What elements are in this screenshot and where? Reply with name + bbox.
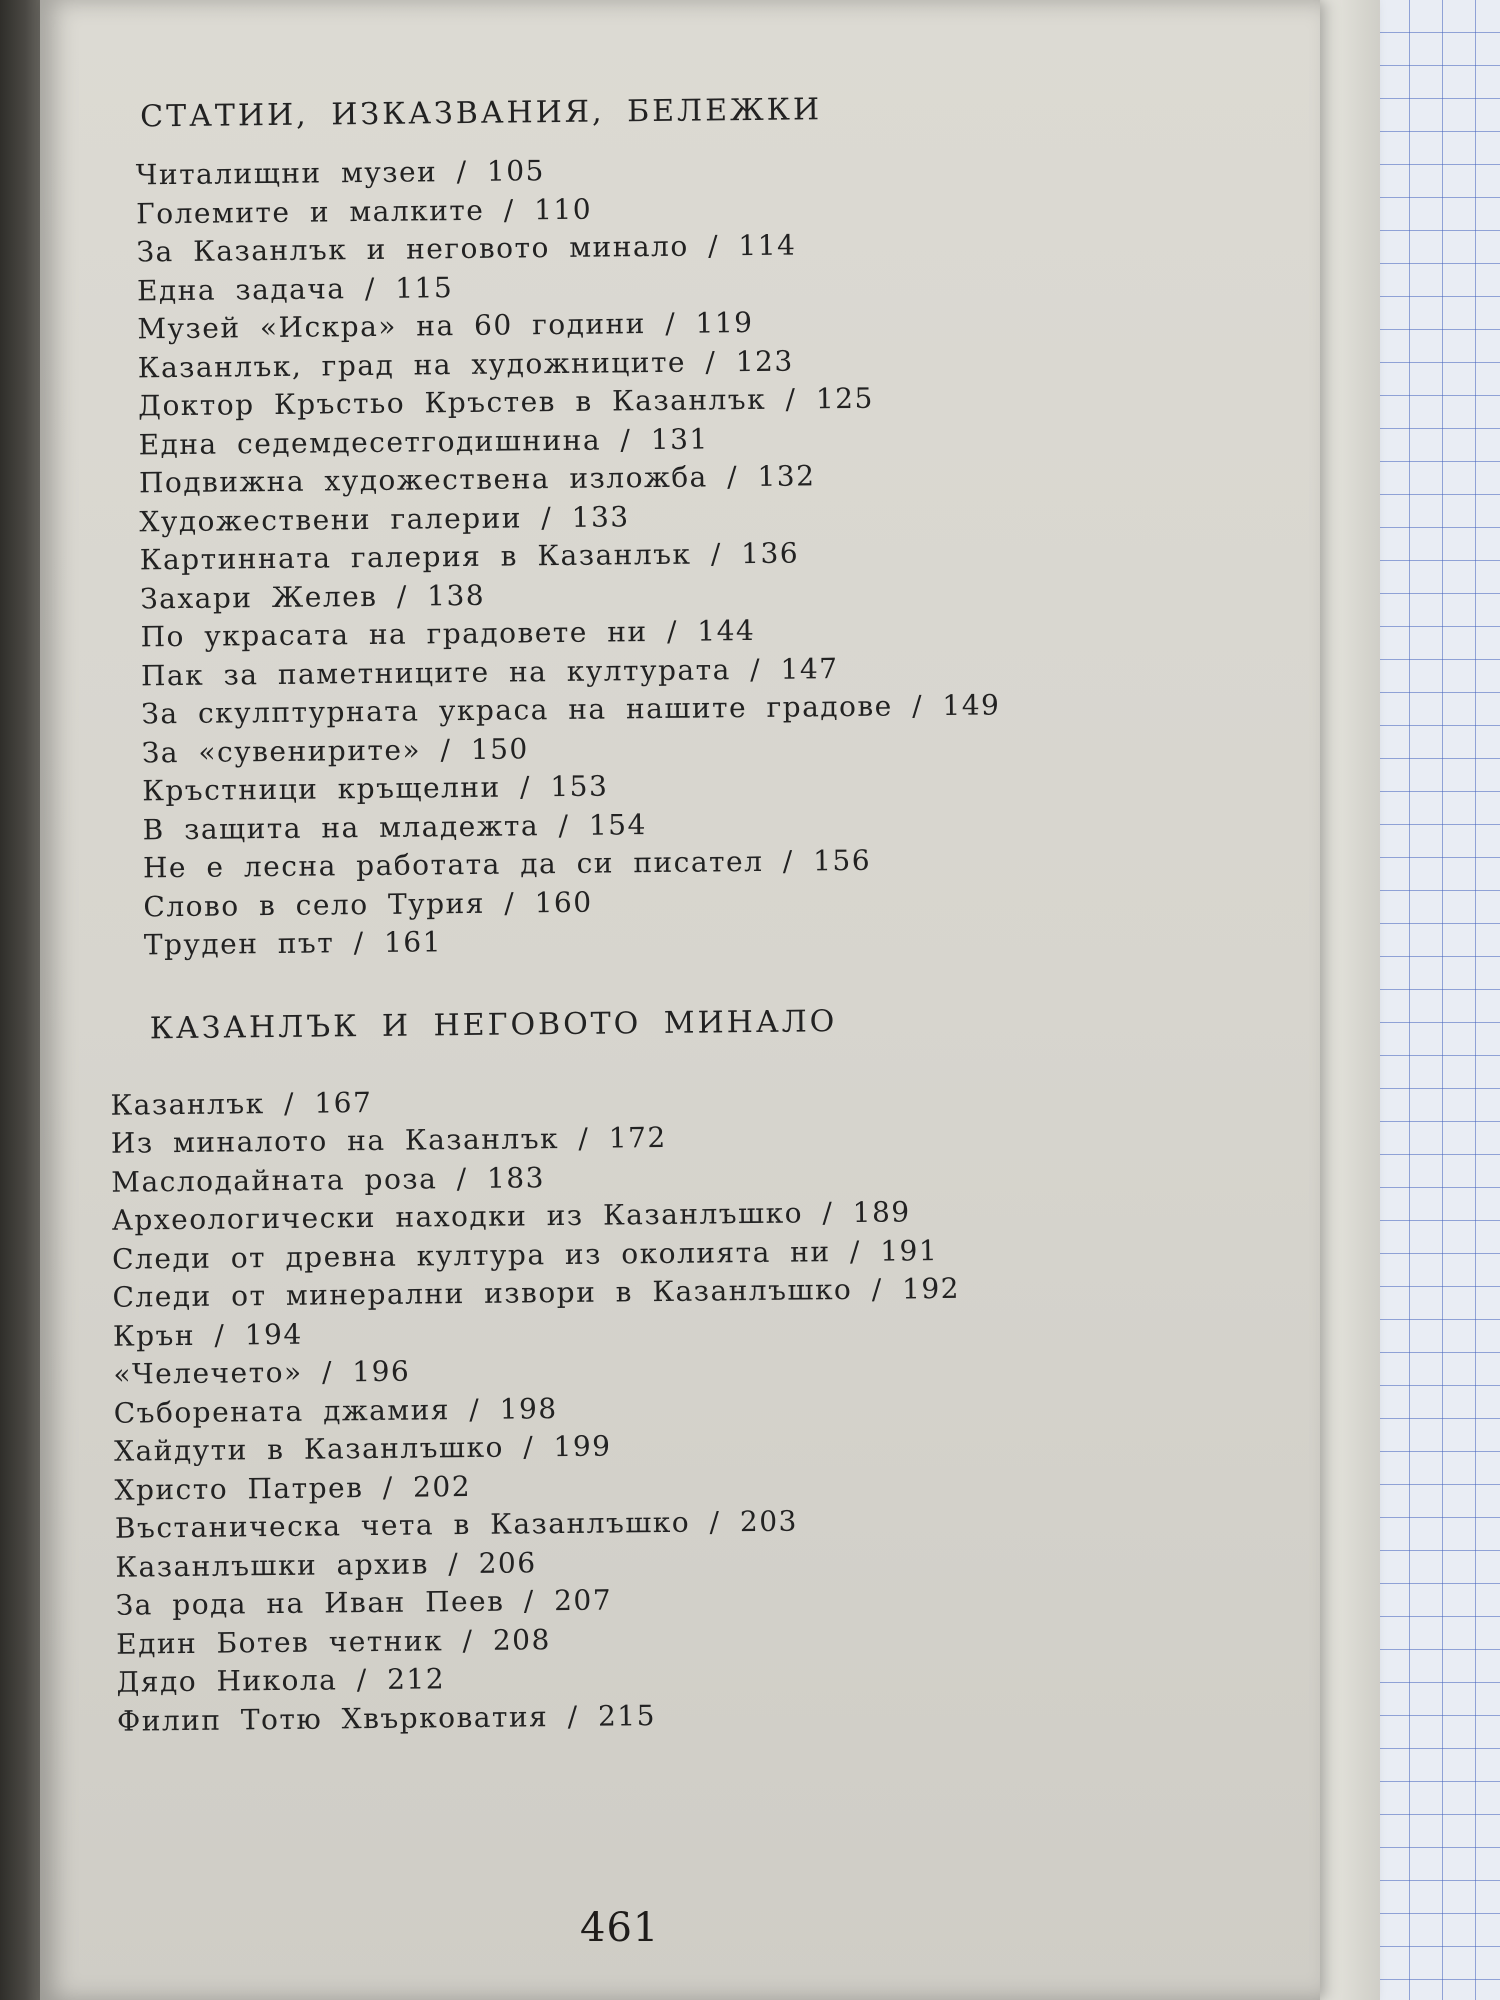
toc-entry: Читалищни музеи / 105 bbox=[135, 154, 546, 192]
toc-entry: Казанлък / 167 bbox=[110, 1085, 373, 1122]
toc-entry: Труден път / 161 bbox=[143, 925, 443, 962]
toc-entry: Филип Тотю Хвъркoватия / 215 bbox=[116, 1698, 657, 1738]
toc-entry: Не е лесна работата да си писател / 156 bbox=[142, 843, 872, 885]
toc-entry: Доктор Кръстьо Кръстев в Казанлък / 125 bbox=[138, 381, 874, 423]
toc-entry: Музей «Искра» на 60 години / 119 bbox=[137, 305, 754, 346]
toc-entry: Един Ботев четник / 208 bbox=[115, 1622, 551, 1661]
toc-entry: Слово в село Турия / 160 bbox=[143, 885, 593, 923]
toc-entry: За Казанлък и неговото минало / 114 bbox=[136, 228, 797, 269]
table-of-contents bbox=[80, 89, 1147, 1741]
toc-entry: Следи от минерални извори в Казанлъшко / 192 bbox=[112, 1271, 961, 1314]
section-title-articles: СТАТИИ, ИЗКАЗВАНИЯ, БЕЛЕЖКИ bbox=[139, 92, 823, 135]
toc-entry: Захари Желев / 138 bbox=[140, 578, 486, 615]
toc-entry: Художествени галерии / 133 bbox=[139, 499, 630, 538]
toc-entry: Големите и малките / 110 bbox=[136, 192, 593, 230]
toc-entry: Дядо Никола / 212 bbox=[116, 1662, 446, 1699]
toc-entry: Една седемдесетгодишнина / 131 bbox=[138, 421, 709, 461]
toc-entry: Христо Патрев / 202 bbox=[114, 1469, 472, 1507]
toc-entry: «Челечето» / 196 bbox=[113, 1354, 411, 1391]
toc-entry: В защита на младежта / 154 bbox=[142, 807, 647, 846]
toc-list-history bbox=[90, 1075, 1147, 1740]
toc-entry: Кръстници кръщелни / 153 bbox=[142, 769, 609, 808]
toc-entry: Казанлъшки архив / 206 bbox=[115, 1545, 537, 1584]
toc-entry: Хайдути в Казанлъшко / 199 bbox=[113, 1429, 612, 1468]
page-number: 461 bbox=[580, 1905, 660, 1951]
toc-entry: Следи от древна култура из околията ни / 191 bbox=[111, 1233, 939, 1276]
toc-entry: Подвижна художествена изложба / 132 bbox=[138, 459, 816, 500]
toc-entry: Казанлък, град на художниците / 123 bbox=[137, 344, 794, 384]
toc-entry: За рода на Иван Пеев / 207 bbox=[115, 1583, 613, 1622]
toc-entry: По украсата на градовете ни / 144 bbox=[140, 613, 756, 654]
toc-entry: За скулптурната украса на нашите градове / 149 bbox=[141, 688, 1001, 731]
toc-entry: Крън / 194 bbox=[112, 1317, 303, 1353]
toc-entry: За «сувенирите» / 150 bbox=[141, 731, 529, 769]
toc-entry: Една задача / 115 bbox=[136, 270, 454, 307]
toc-entry: Маслодайната роза / 183 bbox=[111, 1160, 546, 1199]
book-spine-shadow bbox=[0, 0, 42, 2000]
section-title-history: КАЗАНЛЪК И НЕГОВОТО МИНАЛО bbox=[149, 1003, 838, 1046]
toc-entry: Въстаническа чета в Казанлъшко / 203 bbox=[114, 1504, 799, 1545]
toc-entry: Археологически находки из Казанлъшко / 189 bbox=[111, 1195, 911, 1237]
toc-entry: Пак за паметниците на културата / 147 bbox=[140, 651, 839, 692]
toc-entry: Картинната галерия в Казанлък / 136 bbox=[139, 536, 800, 577]
toc-list-articles bbox=[81, 146, 1139, 965]
toc-entry: Съборената джамия / 198 bbox=[113, 1391, 558, 1430]
toc-entry: Из миналото на Казанлък / 172 bbox=[110, 1120, 667, 1160]
